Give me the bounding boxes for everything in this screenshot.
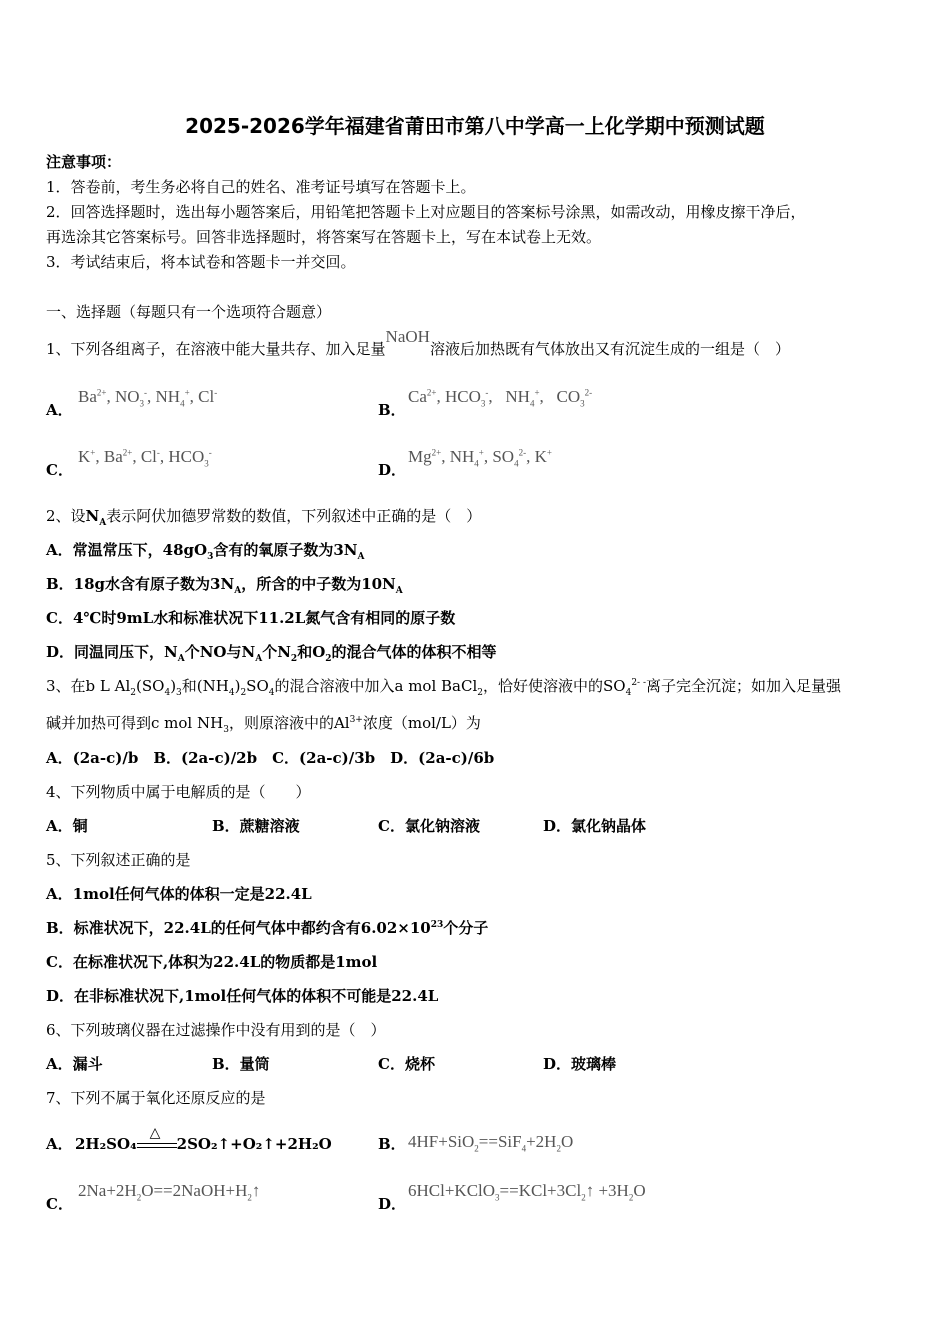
q7-option-a-label: A．: [46, 1135, 73, 1153]
q2-d-d: 的混合气体的体积不相等: [331, 643, 497, 661]
q3-l1-g: ，恰好使溶液中的SO: [483, 677, 626, 695]
q3-stem-line-1: 3、在b L $Al_2(SO_4)_3$和$(NH_4)_2SO_4$的混合溶液中加入a mol BaCl$_2$，恰好使溶液中的$SO_4^{2- -}$离子完全沉淀；如加入足量强: [46, 677, 841, 698]
q2-d-c: 和O: [297, 643, 326, 661]
q2-a-mid: 含有的氧原子数为3N: [213, 541, 358, 559]
q3-l1-b: ): [170, 677, 177, 695]
q1-stem-pre: 1、下列各组离子，在溶液中能大量共存、加入足量: [46, 340, 386, 358]
q5-option-a: A．1mol任何气体的体积一定是22.4L: [46, 885, 312, 903]
q7-stem: 7、下列不属于氧化还原反应的是: [46, 1089, 266, 1107]
q5-b-post: 个分子: [443, 919, 489, 937]
q6-stem: 6、下列玻璃仪器在过滤操作中没有用到的是（ ）: [46, 1021, 386, 1039]
q7-a-reactant: 2H₂SO₄: [75, 1135, 137, 1153]
q2-stem-post: 表示阿伏加德罗常数的数值，下列叙述中正确的是（ ）: [106, 507, 482, 525]
q3-l1-c: 和(NH: [181, 677, 229, 695]
q3-l2-pre: 碱并加热可得到c mol NH: [46, 714, 224, 732]
q2-a-pre: A．常温常压下，48gO: [46, 541, 208, 559]
q1-option-a-label: A．: [46, 401, 73, 419]
q6-option-a: A．漏斗: [46, 1055, 103, 1073]
q1-stem-post: 溶液后加热既有气体放出又有沉淀生成的一组是（ ）: [429, 340, 790, 358]
q2-stem: 2、设$N_A$表示阿伏加德罗常数的数值，下列叙述中正确的是（ ）: [46, 507, 482, 528]
q4-option-a: A．铜: [46, 817, 88, 835]
q1-option-d-label: D．: [378, 461, 407, 479]
q3-options: A．(2a-c)/b B．(2a-c)/2b C．(2a-c)/3b D．(2a-c)/6b: [46, 749, 495, 767]
q6-option-c: C．烧杯: [378, 1055, 435, 1073]
q1-option-d-formula: $Mg^{2+}$, $NH_4^+$, $SO_4^{2-}$, K+: [408, 447, 552, 469]
q3-l1-h: 离子完全沉淀；如加入足量强: [645, 677, 841, 695]
q5-option-d: D．在非标准状况下,1mol任何气体的体积不可能是22.4L: [46, 987, 439, 1005]
q1-option-b-formula: $Ca^{2+}$, $HCO_3^-$, $NH_4^+$, $CO_3^{2-}$: [408, 387, 593, 409]
q7-option-b-equation: $4HF+SiO_2==SiF_4+2H_2O$: [408, 1132, 574, 1154]
q1-stem: [46, 327, 790, 358]
q1-option-c-label: C．: [46, 461, 73, 479]
q4-stem: 4、下列物质中属于电解质的是（ ）: [46, 783, 311, 801]
q7-option-b-label: B．: [378, 1135, 406, 1153]
q2-b-mid: ，所含的中子数为10N: [241, 575, 396, 593]
q2-option-b: B．18g水含有原子数为$3N_A$，所含的中子数为$10N_A$: [46, 575, 403, 596]
q2-d-pre: D．同温同压下，N: [46, 643, 178, 661]
q7-option-d-label: D．: [378, 1195, 407, 1213]
q3-l1-e: SO: [246, 677, 269, 695]
q6-option-b: B．量筒: [212, 1055, 270, 1073]
page-title: 2025-2026学年福建省莆田市第八中学高一上化学期中预测试题: [185, 114, 765, 138]
q1-option-c-formula: K+, $Ba^{2+}$, Cl-, $HCO_3^-$: [78, 447, 212, 469]
q2-option-a: A．常温常压下，$48gO_3$含有的氧原子数为$3N_A$: [46, 541, 365, 562]
q3-l1-pre: 3、在b L Al: [46, 677, 131, 695]
q2-d-a: 个NO与N: [184, 643, 256, 661]
notice-line-3: 再选涂其它答案标号。回答非选择题时，将答案写在答题卡上，写在本试卷上无效。: [46, 228, 602, 246]
q7-option-a-equation: [75, 1125, 332, 1154]
q5-stem: 5、下列叙述正确的是: [46, 851, 191, 869]
q2-b-pre: B．18g水含有原子数为3N: [46, 575, 235, 593]
q4-option-c: C．氯化钠溶液: [378, 817, 480, 835]
q6-option-d: D．玻璃棒: [543, 1055, 617, 1073]
q3-l2-a: ，则原溶液中的Al: [228, 714, 350, 732]
notice-line-1: 1．答卷前，考生务必将自己的姓名、准考证号填写在答题卡上。: [46, 178, 476, 196]
q5-b-pre: B．标准状况下，22.4L的任何气体中都约含有6.02×10: [46, 919, 431, 937]
q3-l1-f: 的混合溶液中加入a mol BaCl: [274, 677, 478, 695]
q1-reagent: NaOH: [385, 327, 430, 346]
q4-option-b: B．蔗糖溶液: [212, 817, 300, 835]
q7-option-d-equation: $6HCl+KClO_3==KCl+3Cl_2↑ +3H_2O$: [408, 1181, 646, 1203]
q1-option-a-formula: $Ba^{2+}$, $NO_3^-$, $NH_4^+$, Cl-: [78, 387, 218, 409]
q1-option-b-label: B．: [378, 401, 406, 419]
q2-stem-pre: 2、设: [46, 507, 86, 525]
q2-option-c: C．4℃时9mL水和标准状况下11.2L氮气含有相同的原子数: [46, 609, 456, 627]
notice-line-4: 3．考试结束后，将本试卷和答题卡一并交回。: [46, 253, 356, 271]
q3-l1-a: (SO: [136, 677, 165, 695]
q3-l1-d: ): [234, 677, 241, 695]
notice-heading: 注意事项：: [46, 153, 122, 171]
q5-b-exponent: 23: [430, 920, 444, 930]
heating-equals-sign: [137, 1125, 177, 1154]
section-heading: 一、选择题（每题只有一个选项符合题意）: [46, 303, 332, 321]
q7-a-product: 2SO₂↑+O₂↑+2H₂O: [176, 1135, 332, 1153]
q4-option-d: D．氯化钠晶体: [543, 817, 647, 835]
notice-line-2: 2．回答选择题时，选出每小题答案后，用铅笔把答题卡上对应题目的答案标号涂黑，如需改动，用橡皮擦干净后，: [46, 203, 806, 221]
q5-option-c: C．在标准状况下,体积为22.4L的物质都是1mol: [46, 953, 378, 971]
heat-triangle-icon: △: [149, 1125, 161, 1141]
q5-option-b: [46, 919, 488, 937]
q7-option-c-label: C．: [46, 1195, 73, 1213]
q3-stem-line-2: 碱并加热可得到c mol $NH_3$，则原溶液中的$Al^{3+}$浓度（mol/L）为: [46, 714, 481, 735]
q7-option-c-equation: $2Na+2H_2O==2NaOH+H_2↑$: [78, 1181, 261, 1203]
q2-d-b: 个N: [262, 643, 291, 661]
q3-l2-b: 浓度（mol/L）为: [362, 714, 481, 732]
q2-option-d: D．同温同压下，$N_A$个NO与$N_A$个$N_2$和$O_2$的混合气体的体积不相等: [46, 643, 497, 664]
